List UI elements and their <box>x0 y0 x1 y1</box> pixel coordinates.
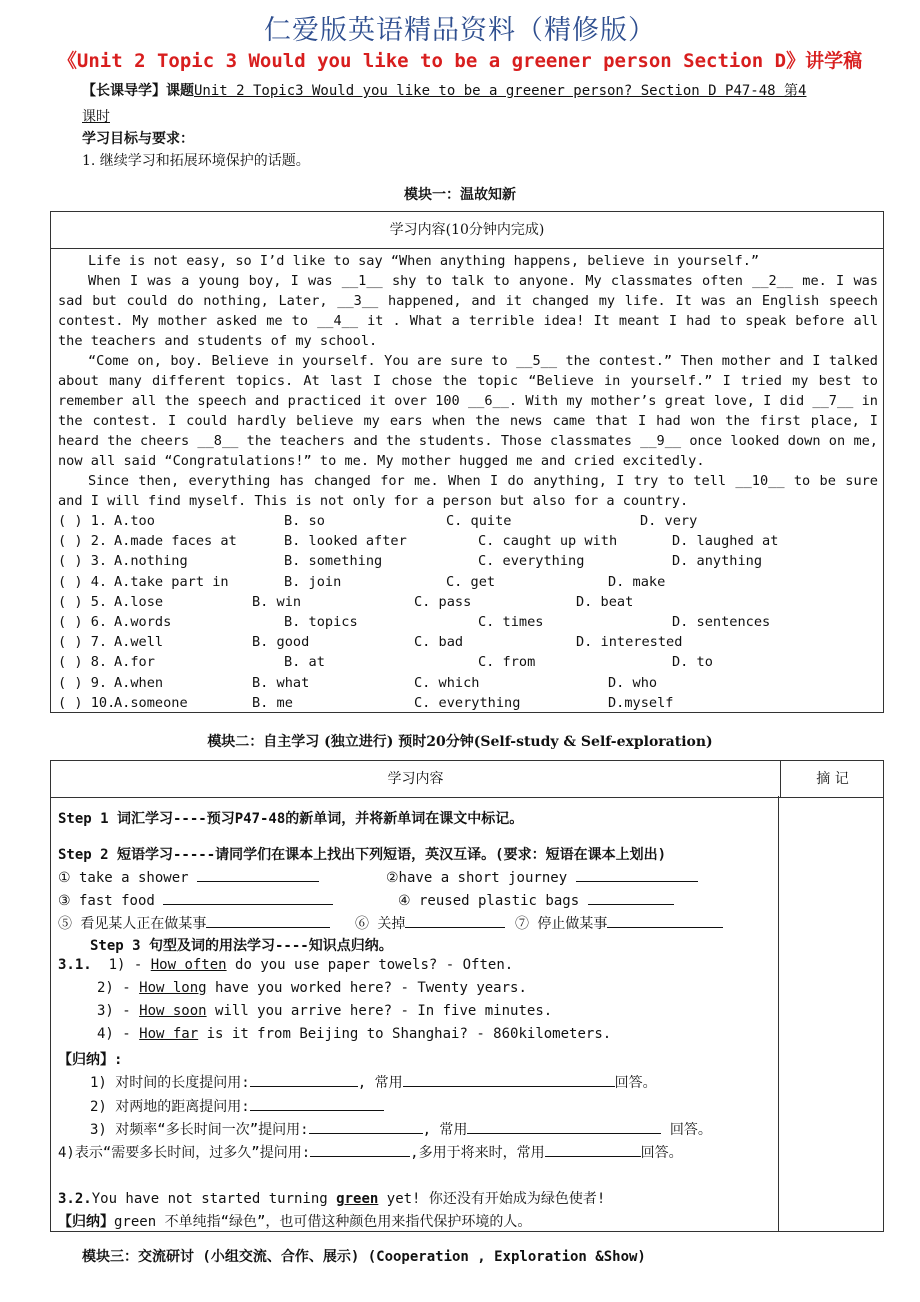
option-d[interactable]: D.myself <box>608 694 674 711</box>
guide-label: 【长课导学】课题 <box>82 83 194 99</box>
answer-blank[interactable] <box>310 1142 410 1157</box>
option-c[interactable]: C. everything <box>478 553 585 570</box>
phrase-3 <box>58 890 333 909</box>
answer-blank[interactable] <box>588 890 674 905</box>
answer-blank[interactable] <box>197 867 319 882</box>
notes-column-divider <box>778 796 779 1231</box>
option-number: ( ) 4. <box>58 573 108 590</box>
option-number: ( ) 8. <box>58 654 108 671</box>
option-number: ( ) 9. <box>58 674 108 691</box>
module3-title: 模块三：交流研讨 (小组交流、合作、展示) (Cooperation , Exploration &Show) <box>82 1249 646 1265</box>
q31-row-1 <box>58 957 513 973</box>
answer-blank[interactable] <box>250 1072 358 1087</box>
q4-num: 4) - <box>97 1026 131 1042</box>
option-a[interactable]: A.lose <box>114 593 164 610</box>
answer-blank[interactable] <box>403 1072 615 1087</box>
option-b[interactable]: B. so <box>284 513 325 529</box>
passage-paragraph: When I was a young boy, I was __1__ shy to talk to anyone. My classmates often __2__ me. I was sad but could do nothing, Later, __3__ happened, and it changed my life. It was an English speech contest. My mother asked me to __4__ it . What a terrible idea! It meant I had to speak before all the teachers and students of my school. <box>58 273 878 349</box>
goals-title: 学习目标与要求： <box>82 131 194 147</box>
q32-row <box>58 1188 605 1208</box>
option-c[interactable]: C. bad <box>414 634 464 651</box>
phrase-7-text: ⑦ 停止做某事 <box>515 916 608 932</box>
option-a[interactable]: A.well <box>114 634 164 651</box>
page-header-title: 仁爱版英语精品资料（精修版） <box>264 15 656 46</box>
q3-rest: will you arrive here? - In five minutes. <box>215 1003 553 1019</box>
topic-text: Unit 2 Topic3 Would you like to be a greener person? Section D P47-48 第4 <box>194 83 807 99</box>
q2-rest: have you worked here? - Twenty years. <box>215 980 527 996</box>
q32-text-a: You have not started turning <box>91 1191 328 1207</box>
step3: Step 3 句型及词的用法学习----知识点归纳。 <box>90 938 393 954</box>
q2-keyword: How long <box>139 980 207 996</box>
option-number: ( ) 1. <box>58 513 108 529</box>
phrase-3-text: ③ fast food <box>58 893 155 909</box>
q3-num: 3) - <box>97 1003 131 1019</box>
option-c[interactable]: C. everything <box>414 694 521 711</box>
option-a[interactable]: A.for <box>114 654 155 671</box>
summary-1-end: 回答。 <box>614 1075 657 1091</box>
option-d[interactable]: D. interested <box>576 634 683 651</box>
q31-row-2 <box>97 980 527 996</box>
summary-2 <box>90 1096 384 1116</box>
option-d[interactable]: D. sentences <box>672 614 771 630</box>
option-number: ( ) 10. <box>58 694 116 711</box>
summary-3-end: 回答。 <box>669 1122 712 1138</box>
phrase-4-text: ④ reused plastic bags <box>398 893 580 909</box>
option-c[interactable]: C. pass <box>414 593 472 610</box>
option-d[interactable]: D. make <box>608 573 666 590</box>
answer-blank[interactable] <box>309 1119 423 1134</box>
option-number: ( ) 2. <box>58 533 108 550</box>
page-subtitle: 《Unit 2 Topic 3 Would you like to be a greener person Section D》讲学稿 <box>57 50 863 72</box>
phrase-5-text: ⑤ 看见某人正在做某事 <box>58 916 207 932</box>
summary-2-text: 2) 对两地的距离提问用: <box>90 1099 250 1115</box>
q2-num: 2) - <box>97 980 131 996</box>
col-content-header: 学习内容 <box>387 771 444 787</box>
phrase-2-text: ②have a short journey <box>386 870 568 886</box>
q32-keyword: green <box>336 1191 379 1207</box>
answer-blank[interactable] <box>206 913 330 928</box>
option-number: ( ) 6. <box>58 614 108 630</box>
summary-label: 【归纳】: <box>58 1052 123 1068</box>
option-b[interactable]: B. win <box>252 593 302 610</box>
passage-paragraph: Life is not easy, so I’d like to say “When anything happens, believe in yourself.” <box>88 253 760 269</box>
option-a[interactable]: A.take part in <box>114 573 229 590</box>
option-b[interactable]: B. looked after <box>284 533 407 550</box>
option-d[interactable]: D. very <box>640 513 698 529</box>
option-c[interactable]: C. caught up with <box>478 533 618 550</box>
option-a[interactable]: A.when <box>114 674 164 691</box>
q31-label: 3.1. <box>58 957 92 973</box>
option-d[interactable]: D. laughed at <box>672 533 779 550</box>
q4-rest: is it from Beijing to Shanghai? - 860kilometers. <box>206 1026 612 1042</box>
answer-blank[interactable] <box>467 1119 661 1134</box>
summary-4 <box>58 1142 683 1162</box>
option-a[interactable]: A.nothing <box>114 553 188 570</box>
option-b[interactable]: B. join <box>284 573 342 590</box>
option-c[interactable]: C. get <box>446 573 496 590</box>
step2: Step 2 短语学习-----请同学们在课本上找出下列短语，英汉互译。(要求：短语在课本上划出) <box>58 847 666 863</box>
q32-text-b: yet! 你还没有开始成为绿色使者! <box>386 1191 606 1207</box>
passage-paragraph: Since then, everything has changed for me. When I do anything, I try to tell __10__ to be sure and I will find myself. This is not only for a person but also for a country. <box>58 473 878 509</box>
option-c[interactable]: C. quite <box>446 513 512 529</box>
phrase-4 <box>398 890 674 909</box>
summary-1-text: 1) 对时间的长度提问用: <box>90 1075 250 1091</box>
summary-3-text: 3) 对频率“多长时间一次”提问用: <box>90 1122 309 1138</box>
option-c[interactable]: C. from <box>478 654 536 671</box>
option-c[interactable]: C. which <box>414 674 480 691</box>
col-notes-header: 摘 记 <box>780 761 884 797</box>
option-d[interactable]: D. anything <box>672 553 763 570</box>
option-d[interactable]: D. beat <box>576 593 634 610</box>
q31-row-3 <box>97 1003 552 1019</box>
option-b[interactable]: B. good <box>252 634 310 651</box>
module2-title: 模块二：自主学习 (独立进行) 预时20分钟(Self-study & Self-exploration) <box>207 734 713 750</box>
phrase-1 <box>58 867 319 886</box>
summary-3-mid: , 常用 <box>422 1122 468 1138</box>
module1-box-head: 学习内容(10分钟内完成) <box>51 212 883 249</box>
summary-3 <box>90 1119 712 1139</box>
summary-1-mid: , 常用 <box>357 1075 403 1091</box>
option-number: ( ) 5. <box>58 593 108 610</box>
option-c[interactable]: C. times <box>478 614 544 630</box>
option-d[interactable]: D. to <box>672 654 713 671</box>
phrase-6 <box>355 913 505 933</box>
option-b[interactable]: B. what <box>252 674 310 691</box>
answer-blank[interactable] <box>250 1096 384 1111</box>
option-b[interactable]: B. me <box>252 694 293 711</box>
phrase-6-text: ⑥ 关掉 <box>355 916 406 932</box>
answer-blank[interactable] <box>576 867 698 882</box>
summary2-row <box>58 1211 531 1231</box>
option-a[interactable]: A.words <box>114 614 172 630</box>
summary2-text: green 不单纯指“绿色”，也可借这种颜色用来指代保护环境的人。 <box>114 1214 532 1230</box>
option-number: ( ) 3. <box>58 553 108 570</box>
q3-keyword: How soon <box>139 1003 207 1019</box>
passage-paragraph: “Come on, boy. Believe in yourself. You are sure to __5__ the contest.” Then mother and I talked about many different topics. At last I chose the topic “Believe in yourself.” I tried my best to remember all the speech and practiced it over 100 __6__. With my mother’s great love, I did __7__ in the contest. I could hardly believe my ears when the news came that I had won the first place, I heard the cheers __8__ the teachers and the students. Those classmates __9__ once looked down on me, now all said “Congratulations!” to me. My mother hugged me and cried excitedly. <box>58 353 878 469</box>
option-d[interactable]: D. who <box>608 674 658 691</box>
answer-blank[interactable] <box>545 1142 641 1157</box>
option-b[interactable]: B. topics <box>284 614 358 630</box>
q1-keyword: How often <box>150 957 227 973</box>
q1-num: 1) - <box>108 957 143 973</box>
q1-rest: do you use paper towels? - Often. <box>235 957 514 973</box>
q4-keyword: How far <box>139 1026 199 1042</box>
phrase-5 <box>58 913 330 933</box>
option-b[interactable]: B. something <box>284 553 383 570</box>
phrase-1-text: ① take a shower <box>58 870 189 886</box>
option-number: ( ) 7. <box>58 634 108 651</box>
answer-blank[interactable] <box>405 913 505 928</box>
cloze-passage <box>58 251 878 511</box>
option-a[interactable]: A.too <box>114 513 155 529</box>
module1-title: 模块一：温故知新 <box>404 187 516 203</box>
summary-4-text: 4)表示“需要多长时间，过多久”提问用: <box>58 1145 311 1161</box>
summary-4-end: 回答。 <box>640 1145 683 1161</box>
topic-line <box>82 80 806 100</box>
topic-continuation: 课时 <box>82 109 110 125</box>
module2-box-head <box>51 761 883 798</box>
phrase-7 <box>515 913 723 933</box>
summary-1 <box>90 1072 657 1092</box>
goal-1: 1. 继续学习和拓展环境保护的话题。 <box>82 153 310 169</box>
summary-4-mid: ,多用于将来时，常用 <box>410 1145 545 1161</box>
phrase-2 <box>386 867 698 886</box>
option-b[interactable]: B. at <box>284 654 325 671</box>
step1: Step 1 词汇学习----预习P47-48的新单词，并将新单词在课文中标记。 <box>58 811 524 827</box>
option-a[interactable]: A.someone <box>114 694 188 711</box>
q31-row-4 <box>97 1026 611 1042</box>
answer-blank[interactable] <box>607 913 723 928</box>
q32-label: 3.2. <box>58 1191 92 1207</box>
option-a[interactable]: A.made faces at <box>114 533 237 550</box>
answer-blank[interactable] <box>163 890 333 905</box>
summary2-label: 【归纳】 <box>58 1214 114 1230</box>
